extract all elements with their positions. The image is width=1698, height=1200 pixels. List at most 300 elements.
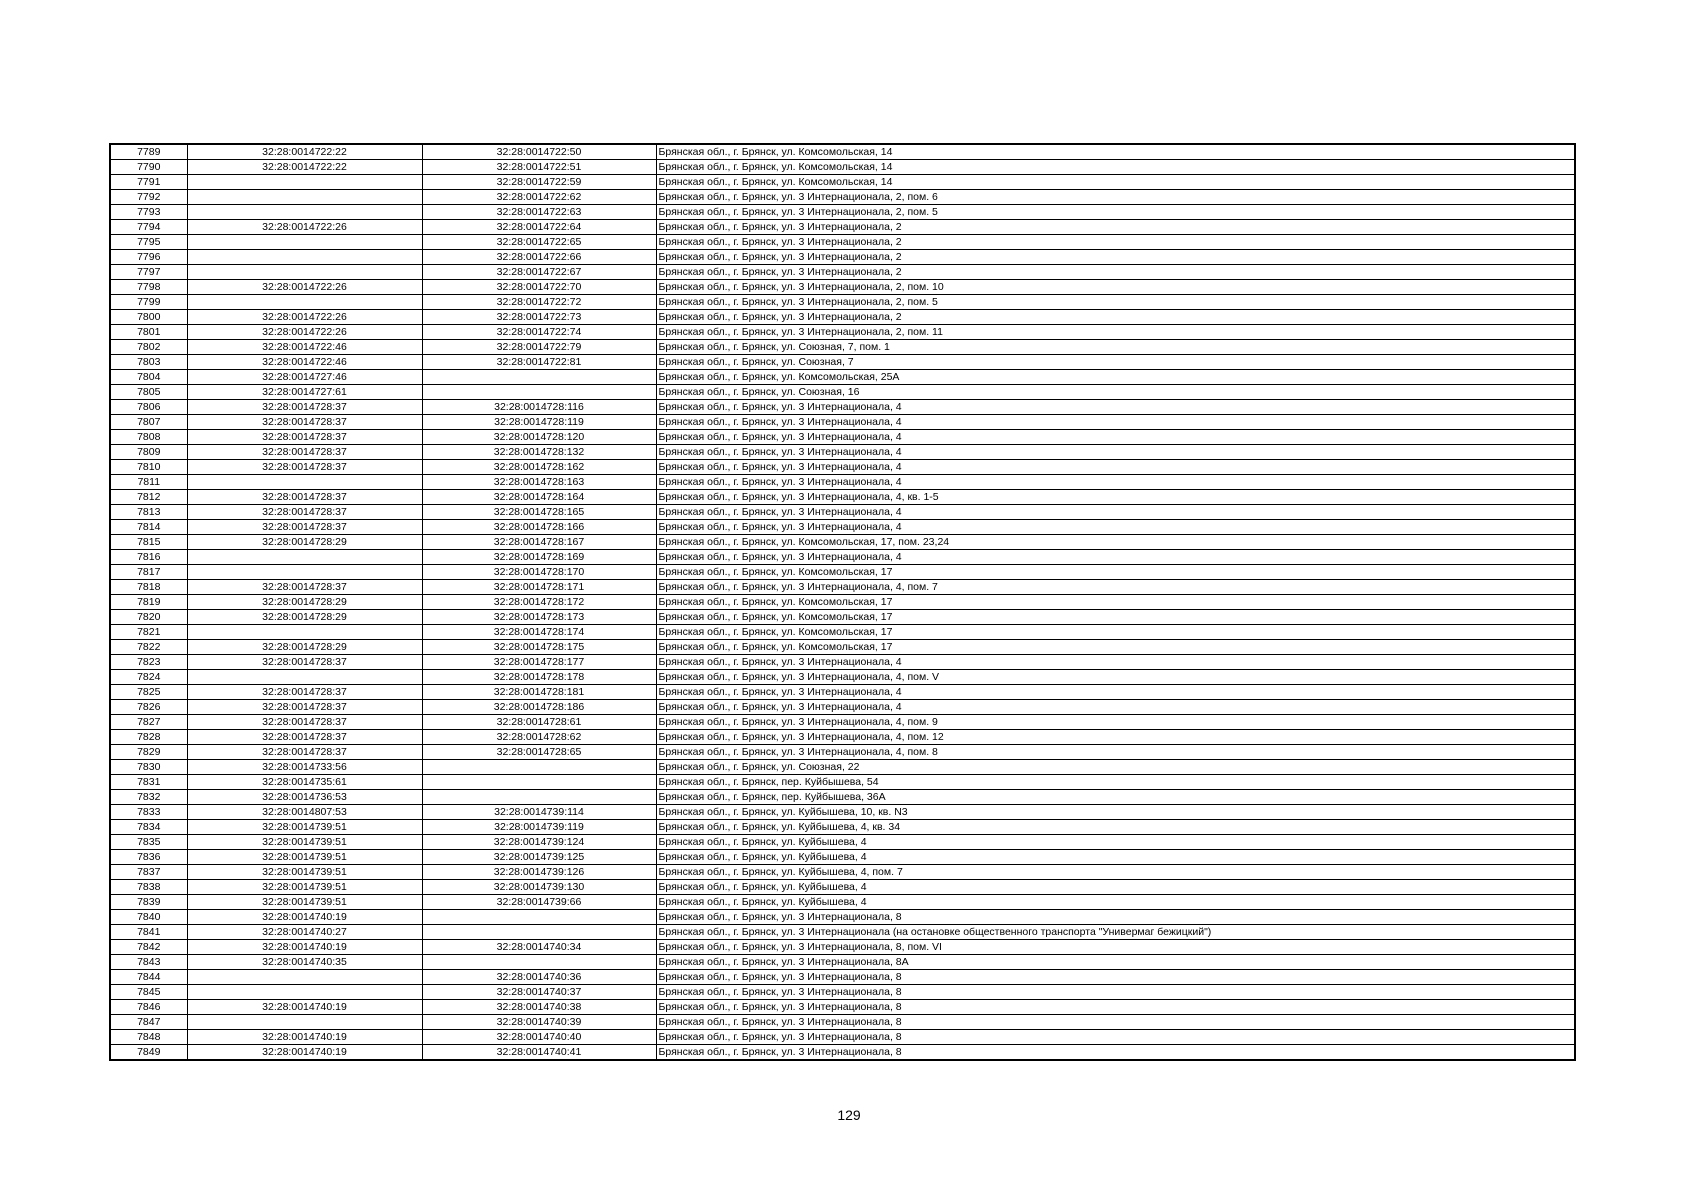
row-number-cell: 7827 xyxy=(110,715,187,730)
address-cell: Брянская обл., г. Брянск, ул. 3 Интернационала, 2 xyxy=(656,220,1575,235)
table-row xyxy=(110,955,1575,970)
row-number-cell: 7808 xyxy=(110,430,187,445)
address-cell: Брянская обл., г. Брянск, ул. Комсомольская, 17 xyxy=(656,610,1575,625)
row-number-cell: 7824 xyxy=(110,670,187,685)
table-row xyxy=(110,865,1575,880)
object-cadastral-number-cell xyxy=(422,385,656,400)
table-row xyxy=(110,325,1575,340)
address-cell: Брянская обл., г. Брянск, ул. 3 Интернационала, 4, пом. 9 xyxy=(656,715,1575,730)
parcel-cadastral-number-cell xyxy=(187,670,422,685)
row-number-cell: 7823 xyxy=(110,655,187,670)
address-cell: Брянская обл., г. Брянск, ул. Комсомольская, 17 xyxy=(656,595,1575,610)
parcel-cadastral-number-cell: 32:28:0014728:37 xyxy=(187,715,422,730)
table-row xyxy=(110,775,1575,790)
table-row xyxy=(110,850,1575,865)
row-number-cell: 7818 xyxy=(110,580,187,595)
parcel-cadastral-number-cell: 32:28:0014739:51 xyxy=(187,895,422,910)
address-cell: Брянская обл., г. Брянск, ул. 3 Интернационала (на остановке общественного транспорта "Универмаг бежицкий") xyxy=(656,925,1575,940)
row-number-cell: 7810 xyxy=(110,460,187,475)
row-number-cell: 7813 xyxy=(110,505,187,520)
parcel-cadastral-number-cell: 32:28:0014740:19 xyxy=(187,1045,422,1061)
address-cell: Брянская обл., г. Брянск, пер. Куйбышева, 54 xyxy=(656,775,1575,790)
address-cell: Брянская обл., г. Брянск, ул. 3 Интернационала, 2 xyxy=(656,265,1575,280)
object-cadastral-number-cell: 32:28:0014728:166 xyxy=(422,520,656,535)
object-cadastral-number-cell: 32:28:0014728:178 xyxy=(422,670,656,685)
address-cell: Брянская обл., г. Брянск, ул. 3 Интернационала, 4 xyxy=(656,400,1575,415)
address-cell: Брянская обл., г. Брянск, ул. Союзная, 22 xyxy=(656,760,1575,775)
parcel-cadastral-number-cell: 32:28:0014739:51 xyxy=(187,865,422,880)
table-row xyxy=(110,715,1575,730)
object-cadastral-number-cell: 32:28:0014728:164 xyxy=(422,490,656,505)
parcel-cadastral-number-cell xyxy=(187,565,422,580)
parcel-cadastral-number-cell xyxy=(187,265,422,280)
address-cell: Брянская обл., г. Брянск, ул. 3 Интернационала, 4 xyxy=(656,655,1575,670)
parcel-cadastral-number-cell: 32:28:0014733:56 xyxy=(187,760,422,775)
parcel-cadastral-number-cell: 32:28:0014735:61 xyxy=(187,775,422,790)
table-row xyxy=(110,250,1575,265)
address-cell: Брянская обл., г. Брянск, ул. 3 Интернационала, 4, пом. 8 xyxy=(656,745,1575,760)
address-cell: Брянская обл., г. Брянск, ул. Комсомольская, 14 xyxy=(656,144,1575,160)
registry-table xyxy=(109,143,1576,1061)
object-cadastral-number-cell: 32:28:0014728:186 xyxy=(422,700,656,715)
address-cell: Брянская обл., г. Брянск, ул. Куйбышева, 4, кв. 34 xyxy=(656,820,1575,835)
table-row xyxy=(110,385,1575,400)
address-cell: Брянская обл., г. Брянск, ул. Куйбышева, 4, пом. 7 xyxy=(656,865,1575,880)
object-cadastral-number-cell: 32:28:0014739:125 xyxy=(422,850,656,865)
row-number-cell: 7820 xyxy=(110,610,187,625)
row-number-cell: 7831 xyxy=(110,775,187,790)
address-cell: Брянская обл., г. Брянск, ул. 3 Интернационала, 4 xyxy=(656,460,1575,475)
parcel-cadastral-number-cell: 32:28:0014728:37 xyxy=(187,460,422,475)
row-number-cell: 7801 xyxy=(110,325,187,340)
object-cadastral-number-cell: 32:28:0014722:67 xyxy=(422,265,656,280)
parcel-cadastral-number-cell: 32:28:0014739:51 xyxy=(187,835,422,850)
parcel-cadastral-number-cell: 32:28:0014728:37 xyxy=(187,415,422,430)
object-cadastral-number-cell: 32:28:0014728:173 xyxy=(422,610,656,625)
parcel-cadastral-number-cell: 32:28:0014728:37 xyxy=(187,430,422,445)
table-row xyxy=(110,295,1575,310)
object-cadastral-number-cell: 32:28:0014722:63 xyxy=(422,205,656,220)
table-row xyxy=(110,400,1575,415)
object-cadastral-number-cell: 32:28:0014728:165 xyxy=(422,505,656,520)
parcel-cadastral-number-cell xyxy=(187,970,422,985)
object-cadastral-number-cell: 32:28:0014740:36 xyxy=(422,970,656,985)
parcel-cadastral-number-cell xyxy=(187,550,422,565)
row-number-cell: 7807 xyxy=(110,415,187,430)
table-row xyxy=(110,760,1575,775)
address-cell: Брянская обл., г. Брянск, ул. Куйбышева, 4 xyxy=(656,850,1575,865)
parcel-cadastral-number-cell: 32:28:0014722:26 xyxy=(187,310,422,325)
object-cadastral-number-cell: 32:28:0014728:169 xyxy=(422,550,656,565)
row-number-cell: 7817 xyxy=(110,565,187,580)
table-row xyxy=(110,190,1575,205)
table-row xyxy=(110,805,1575,820)
object-cadastral-number-cell xyxy=(422,370,656,385)
address-cell: Брянская обл., г. Брянск, ул. Комсомольская, 25А xyxy=(656,370,1575,385)
row-number-cell: 7843 xyxy=(110,955,187,970)
address-cell: Брянская обл., г. Брянск, ул. Куйбышева, 4 xyxy=(656,835,1575,850)
object-cadastral-number-cell xyxy=(422,910,656,925)
row-number-cell: 7830 xyxy=(110,760,187,775)
object-cadastral-number-cell: 32:28:0014728:167 xyxy=(422,535,656,550)
row-number-cell: 7806 xyxy=(110,400,187,415)
address-cell: Брянская обл., г. Брянск, ул. 3 Интернационала, 8 xyxy=(656,970,1575,985)
object-cadastral-number-cell: 32:28:0014728:175 xyxy=(422,640,656,655)
address-cell: Брянская обл., г. Брянск, ул. 3 Интернационала, 4 xyxy=(656,700,1575,715)
address-cell: Брянская обл., г. Брянск, ул. Союзная, 7 xyxy=(656,355,1575,370)
object-cadastral-number-cell: 32:28:0014722:62 xyxy=(422,190,656,205)
table-row xyxy=(110,505,1575,520)
parcel-cadastral-number-cell xyxy=(187,295,422,310)
object-cadastral-number-cell xyxy=(422,760,656,775)
object-cadastral-number-cell: 32:28:0014722:70 xyxy=(422,280,656,295)
address-cell: Брянская обл., г. Брянск, ул. 3 Интернационала, 4, кв. 1-5 xyxy=(656,490,1575,505)
row-number-cell: 7832 xyxy=(110,790,187,805)
row-number-cell: 7800 xyxy=(110,310,187,325)
object-cadastral-number-cell: 32:28:0014739:124 xyxy=(422,835,656,850)
row-number-cell: 7828 xyxy=(110,730,187,745)
parcel-cadastral-number-cell: 32:28:0014722:46 xyxy=(187,355,422,370)
table-row xyxy=(110,580,1575,595)
parcel-cadastral-number-cell: 32:28:0014740:27 xyxy=(187,925,422,940)
row-number-cell: 7836 xyxy=(110,850,187,865)
address-cell: Брянская обл., г. Брянск, ул. 3 Интернационала, 2 xyxy=(656,235,1575,250)
row-number-cell: 7837 xyxy=(110,865,187,880)
row-number-cell: 7826 xyxy=(110,700,187,715)
table-row xyxy=(110,445,1575,460)
parcel-cadastral-number-cell xyxy=(187,1015,422,1030)
parcel-cadastral-number-cell: 32:28:0014728:37 xyxy=(187,580,422,595)
address-cell: Брянская обл., г. Брянск, ул. 3 Интернационала, 4 xyxy=(656,445,1575,460)
address-cell: Брянская обл., г. Брянск, ул. 3 Интернационала, 4, пом. 7 xyxy=(656,580,1575,595)
parcel-cadastral-number-cell xyxy=(187,205,422,220)
parcel-cadastral-number-cell: 32:28:0014727:46 xyxy=(187,370,422,385)
row-number-cell: 7799 xyxy=(110,295,187,310)
table-row xyxy=(110,925,1575,940)
address-cell: Брянская обл., г. Брянск, ул. 3 Интернационала, 4 xyxy=(656,475,1575,490)
address-cell: Брянская обл., г. Брянск, ул. 3 Интернационала, 2, пом. 11 xyxy=(656,325,1575,340)
row-number-cell: 7798 xyxy=(110,280,187,295)
object-cadastral-number-cell: 32:28:0014728:162 xyxy=(422,460,656,475)
row-number-cell: 7815 xyxy=(110,535,187,550)
parcel-cadastral-number-cell: 32:28:0014728:29 xyxy=(187,595,422,610)
address-cell: Брянская обл., г. Брянск, ул. 3 Интернационала, 2, пом. 5 xyxy=(656,295,1575,310)
parcel-cadastral-number-cell xyxy=(187,625,422,640)
table-row xyxy=(110,310,1575,325)
object-cadastral-number-cell: 32:28:0014722:73 xyxy=(422,310,656,325)
object-cadastral-number-cell: 32:28:0014722:64 xyxy=(422,220,656,235)
parcel-cadastral-number-cell: 32:28:0014727:61 xyxy=(187,385,422,400)
object-cadastral-number-cell: 32:28:0014728:61 xyxy=(422,715,656,730)
object-cadastral-number-cell: 32:28:0014728:120 xyxy=(422,430,656,445)
object-cadastral-number-cell: 32:28:0014722:79 xyxy=(422,340,656,355)
table-row xyxy=(110,625,1575,640)
row-number-cell: 7816 xyxy=(110,550,187,565)
table-row xyxy=(110,985,1575,1000)
row-number-cell: 7840 xyxy=(110,910,187,925)
parcel-cadastral-number-cell xyxy=(187,190,422,205)
parcel-cadastral-number-cell: 32:28:0014728:37 xyxy=(187,655,422,670)
object-cadastral-number-cell xyxy=(422,955,656,970)
table-row xyxy=(110,160,1575,175)
address-cell: Брянская обл., г. Брянск, ул. Комсомольская, 17 xyxy=(656,625,1575,640)
address-cell: Брянская обл., г. Брянск, ул. Комсомольская, 14 xyxy=(656,175,1575,190)
address-cell: Брянская обл., г. Брянск, ул. 3 Интернационала, 4, пом. 12 xyxy=(656,730,1575,745)
table-row xyxy=(110,730,1575,745)
address-cell: Брянская обл., г. Брянск, ул. 3 Интернационала, 8 xyxy=(656,910,1575,925)
parcel-cadastral-number-cell: 32:28:0014722:46 xyxy=(187,340,422,355)
address-cell: Брянская обл., г. Брянск, ул. 3 Интернационала, 4 xyxy=(656,415,1575,430)
object-cadastral-number-cell: 32:28:0014728:181 xyxy=(422,685,656,700)
address-cell: Брянская обл., г. Брянск, пер. Куйбышева, 36А xyxy=(656,790,1575,805)
row-number-cell: 7849 xyxy=(110,1045,187,1061)
address-cell: Брянская обл., г. Брянск, ул. Комсомольская, 17 xyxy=(656,565,1575,580)
object-cadastral-number-cell: 32:28:0014740:34 xyxy=(422,940,656,955)
object-cadastral-number-cell: 32:28:0014740:40 xyxy=(422,1030,656,1045)
table-row xyxy=(110,550,1575,565)
object-cadastral-number-cell: 32:28:0014722:72 xyxy=(422,295,656,310)
table-row xyxy=(110,175,1575,190)
address-cell: Брянская обл., г. Брянск, ул. 3 Интернационала, 8 xyxy=(656,1030,1575,1045)
address-cell: Брянская обл., г. Брянск, ул. 3 Интернационала, 2, пом. 10 xyxy=(656,280,1575,295)
table-row xyxy=(110,235,1575,250)
row-number-cell: 7829 xyxy=(110,745,187,760)
object-cadastral-number-cell xyxy=(422,790,656,805)
row-number-cell: 7804 xyxy=(110,370,187,385)
object-cadastral-number-cell: 32:28:0014740:39 xyxy=(422,1015,656,1030)
parcel-cadastral-number-cell: 32:28:0014736:53 xyxy=(187,790,422,805)
row-number-cell: 7797 xyxy=(110,265,187,280)
registry-table-body xyxy=(110,144,1575,1060)
object-cadastral-number-cell xyxy=(422,925,656,940)
address-cell: Брянская обл., г. Брянск, ул. Куйбышева, 4 xyxy=(656,895,1575,910)
row-number-cell: 7834 xyxy=(110,820,187,835)
address-cell: Брянская обл., г. Брянск, ул. 3 Интернационала, 8 xyxy=(656,1000,1575,1015)
object-cadastral-number-cell: 32:28:0014722:81 xyxy=(422,355,656,370)
table-row xyxy=(110,1030,1575,1045)
table-row xyxy=(110,370,1575,385)
address-cell: Брянская обл., г. Брянск, ул. 3 Интернационала, 2 xyxy=(656,310,1575,325)
parcel-cadastral-number-cell: 32:28:0014722:22 xyxy=(187,160,422,175)
object-cadastral-number-cell: 32:28:0014739:114 xyxy=(422,805,656,820)
object-cadastral-number-cell: 32:28:0014728:163 xyxy=(422,475,656,490)
parcel-cadastral-number-cell xyxy=(187,175,422,190)
table-row xyxy=(110,475,1575,490)
address-cell: Брянская обл., г. Брянск, ул. 3 Интернационала, 4 xyxy=(656,430,1575,445)
row-number-cell: 7814 xyxy=(110,520,187,535)
table-row xyxy=(110,670,1575,685)
row-number-cell: 7789 xyxy=(110,144,187,160)
object-cadastral-number-cell: 32:28:0014722:50 xyxy=(422,144,656,160)
table-row xyxy=(110,820,1575,835)
row-number-cell: 7841 xyxy=(110,925,187,940)
table-row xyxy=(110,220,1575,235)
table-row xyxy=(110,1015,1575,1030)
address-cell: Брянская обл., г. Брянск, ул. 3 Интернационала, 4 xyxy=(656,505,1575,520)
row-number-cell: 7821 xyxy=(110,625,187,640)
object-cadastral-number-cell: 32:28:0014728:119 xyxy=(422,415,656,430)
parcel-cadastral-number-cell: 32:28:0014740:19 xyxy=(187,1030,422,1045)
address-cell: Брянская обл., г. Брянск, ул. 3 Интернационала, 8 xyxy=(656,1045,1575,1061)
row-number-cell: 7793 xyxy=(110,205,187,220)
row-number-cell: 7796 xyxy=(110,250,187,265)
table-row xyxy=(110,490,1575,505)
table-row xyxy=(110,415,1575,430)
table-row xyxy=(110,430,1575,445)
parcel-cadastral-number-cell: 32:28:0014728:29 xyxy=(187,610,422,625)
parcel-cadastral-number-cell: 32:28:0014728:37 xyxy=(187,505,422,520)
address-cell: Брянская обл., г. Брянск, ул. 3 Интернационала, 8 xyxy=(656,1015,1575,1030)
row-number-cell: 7812 xyxy=(110,490,187,505)
parcel-cadastral-number-cell xyxy=(187,235,422,250)
address-cell: Брянская обл., г. Брянск, ул. 3 Интернационала, 8А xyxy=(656,955,1575,970)
row-number-cell: 7822 xyxy=(110,640,187,655)
address-cell: Брянская обл., г. Брянск, ул. 3 Интернационала, 8 xyxy=(656,985,1575,1000)
row-number-cell: 7803 xyxy=(110,355,187,370)
address-cell: Брянская обл., г. Брянск, ул. Комсомольская, 17 xyxy=(656,640,1575,655)
row-number-cell: 7845 xyxy=(110,985,187,1000)
object-cadastral-number-cell: 32:28:0014728:177 xyxy=(422,655,656,670)
table-row xyxy=(110,655,1575,670)
parcel-cadastral-number-cell: 32:28:0014807:53 xyxy=(187,805,422,820)
address-cell: Брянская обл., г. Брянск, ул. 3 Интернационала, 2, пом. 5 xyxy=(656,205,1575,220)
table-row xyxy=(110,910,1575,925)
object-cadastral-number-cell: 32:28:0014740:38 xyxy=(422,1000,656,1015)
parcel-cadastral-number-cell: 32:28:0014740:19 xyxy=(187,940,422,955)
row-number-cell: 7791 xyxy=(110,175,187,190)
object-cadastral-number-cell: 32:28:0014728:170 xyxy=(422,565,656,580)
table-row xyxy=(110,700,1575,715)
address-cell: Брянская обл., г. Брянск, ул. 3 Интернационала, 4 xyxy=(656,550,1575,565)
address-cell: Брянская обл., г. Брянск, ул. Союзная, 16 xyxy=(656,385,1575,400)
parcel-cadastral-number-cell: 32:28:0014728:37 xyxy=(187,730,422,745)
parcel-cadastral-number-cell: 32:28:0014722:22 xyxy=(187,144,422,160)
parcel-cadastral-number-cell xyxy=(187,475,422,490)
address-cell: Брянская обл., г. Брянск, ул. 3 Интернационала, 8, пом. VI xyxy=(656,940,1575,955)
table-row xyxy=(110,895,1575,910)
row-number-cell: 7802 xyxy=(110,340,187,355)
row-number-cell: 7809 xyxy=(110,445,187,460)
table-row xyxy=(110,1045,1575,1061)
table-row xyxy=(110,280,1575,295)
parcel-cadastral-number-cell: 32:28:0014740:19 xyxy=(187,910,422,925)
row-number-cell: 7795 xyxy=(110,235,187,250)
object-cadastral-number-cell: 32:28:0014728:174 xyxy=(422,625,656,640)
row-number-cell: 7819 xyxy=(110,595,187,610)
row-number-cell: 7835 xyxy=(110,835,187,850)
row-number-cell: 7846 xyxy=(110,1000,187,1015)
parcel-cadastral-number-cell: 32:28:0014722:26 xyxy=(187,220,422,235)
parcel-cadastral-number-cell: 32:28:0014740:35 xyxy=(187,955,422,970)
table-row xyxy=(110,265,1575,280)
object-cadastral-number-cell: 32:28:0014740:37 xyxy=(422,985,656,1000)
parcel-cadastral-number-cell: 32:28:0014739:51 xyxy=(187,850,422,865)
parcel-cadastral-number-cell: 32:28:0014722:26 xyxy=(187,325,422,340)
object-cadastral-number-cell: 32:28:0014739:119 xyxy=(422,820,656,835)
object-cadastral-number-cell xyxy=(422,775,656,790)
parcel-cadastral-number-cell: 32:28:0014728:29 xyxy=(187,640,422,655)
row-number-cell: 7833 xyxy=(110,805,187,820)
table-row xyxy=(110,640,1575,655)
object-cadastral-number-cell: 32:28:0014728:132 xyxy=(422,445,656,460)
table-row xyxy=(110,340,1575,355)
object-cadastral-number-cell: 32:28:0014728:171 xyxy=(422,580,656,595)
object-cadastral-number-cell: 32:28:0014722:65 xyxy=(422,235,656,250)
row-number-cell: 7842 xyxy=(110,940,187,955)
object-cadastral-number-cell: 32:28:0014739:130 xyxy=(422,880,656,895)
parcel-cadastral-number-cell: 32:28:0014722:26 xyxy=(187,280,422,295)
address-cell: Брянская обл., г. Брянск, ул. Куйбышева, 10, кв. N3 xyxy=(656,805,1575,820)
table-row xyxy=(110,595,1575,610)
parcel-cadastral-number-cell: 32:28:0014728:29 xyxy=(187,535,422,550)
object-cadastral-number-cell: 32:28:0014722:59 xyxy=(422,175,656,190)
object-cadastral-number-cell: 32:28:0014722:74 xyxy=(422,325,656,340)
table-row xyxy=(110,565,1575,580)
object-cadastral-number-cell: 32:28:0014740:41 xyxy=(422,1045,656,1061)
object-cadastral-number-cell: 32:28:0014739:126 xyxy=(422,865,656,880)
parcel-cadastral-number-cell xyxy=(187,250,422,265)
table-row xyxy=(110,835,1575,850)
object-cadastral-number-cell: 32:28:0014722:51 xyxy=(422,160,656,175)
table-row xyxy=(110,1000,1575,1015)
parcel-cadastral-number-cell: 32:28:0014728:37 xyxy=(187,700,422,715)
address-cell: Брянская обл., г. Брянск, ул. Комсомольская, 14 xyxy=(656,160,1575,175)
row-number-cell: 7844 xyxy=(110,970,187,985)
table-row xyxy=(110,205,1575,220)
table-row xyxy=(110,790,1575,805)
parcel-cadastral-number-cell: 32:28:0014728:37 xyxy=(187,400,422,415)
parcel-cadastral-number-cell: 32:28:0014728:37 xyxy=(187,745,422,760)
object-cadastral-number-cell: 32:28:0014728:116 xyxy=(422,400,656,415)
table-row xyxy=(110,940,1575,955)
table-row xyxy=(110,970,1575,985)
table-row xyxy=(110,610,1575,625)
table-row xyxy=(110,880,1575,895)
page-number: 129 xyxy=(837,1107,861,1123)
address-cell: Брянская обл., г. Брянск, ул. Союзная, 7, пом. 1 xyxy=(656,340,1575,355)
row-number-cell: 7790 xyxy=(110,160,187,175)
row-number-cell: 7847 xyxy=(110,1015,187,1030)
table-row xyxy=(110,685,1575,700)
table-row xyxy=(110,535,1575,550)
row-number-cell: 7839 xyxy=(110,895,187,910)
row-number-cell: 7838 xyxy=(110,880,187,895)
address-cell: Брянская обл., г. Брянск, ул. 3 Интернационала, 4, пом. V xyxy=(656,670,1575,685)
parcel-cadastral-number-cell xyxy=(187,985,422,1000)
table-row xyxy=(110,355,1575,370)
table-row xyxy=(110,144,1575,160)
parcel-cadastral-number-cell: 32:28:0014728:37 xyxy=(187,490,422,505)
parcel-cadastral-number-cell: 32:28:0014740:19 xyxy=(187,1000,422,1015)
address-cell: Брянская обл., г. Брянск, ул. Комсомольская, 17, пом. 23,24 xyxy=(656,535,1575,550)
address-cell: Брянская обл., г. Брянск, ул. 3 Интернационала, 2 xyxy=(656,250,1575,265)
table-row xyxy=(110,520,1575,535)
object-cadastral-number-cell: 32:28:0014728:172 xyxy=(422,595,656,610)
address-cell: Брянская обл., г. Брянск, ул. 3 Интернационала, 2, пом. 6 xyxy=(656,190,1575,205)
object-cadastral-number-cell: 32:28:0014728:65 xyxy=(422,745,656,760)
table-row xyxy=(110,460,1575,475)
row-number-cell: 7848 xyxy=(110,1030,187,1045)
row-number-cell: 7811 xyxy=(110,475,187,490)
parcel-cadastral-number-cell: 32:28:0014739:51 xyxy=(187,880,422,895)
row-number-cell: 7792 xyxy=(110,190,187,205)
address-cell: Брянская обл., г. Брянск, ул. 3 Интернационала, 4 xyxy=(656,685,1575,700)
address-cell: Брянская обл., г. Брянск, ул. Куйбышева, 4 xyxy=(656,880,1575,895)
address-cell: Брянская обл., г. Брянск, ул. 3 Интернационала, 4 xyxy=(656,520,1575,535)
object-cadastral-number-cell: 32:28:0014728:62 xyxy=(422,730,656,745)
object-cadastral-number-cell: 32:28:0014739:66 xyxy=(422,895,656,910)
object-cadastral-number-cell: 32:28:0014722:66 xyxy=(422,250,656,265)
